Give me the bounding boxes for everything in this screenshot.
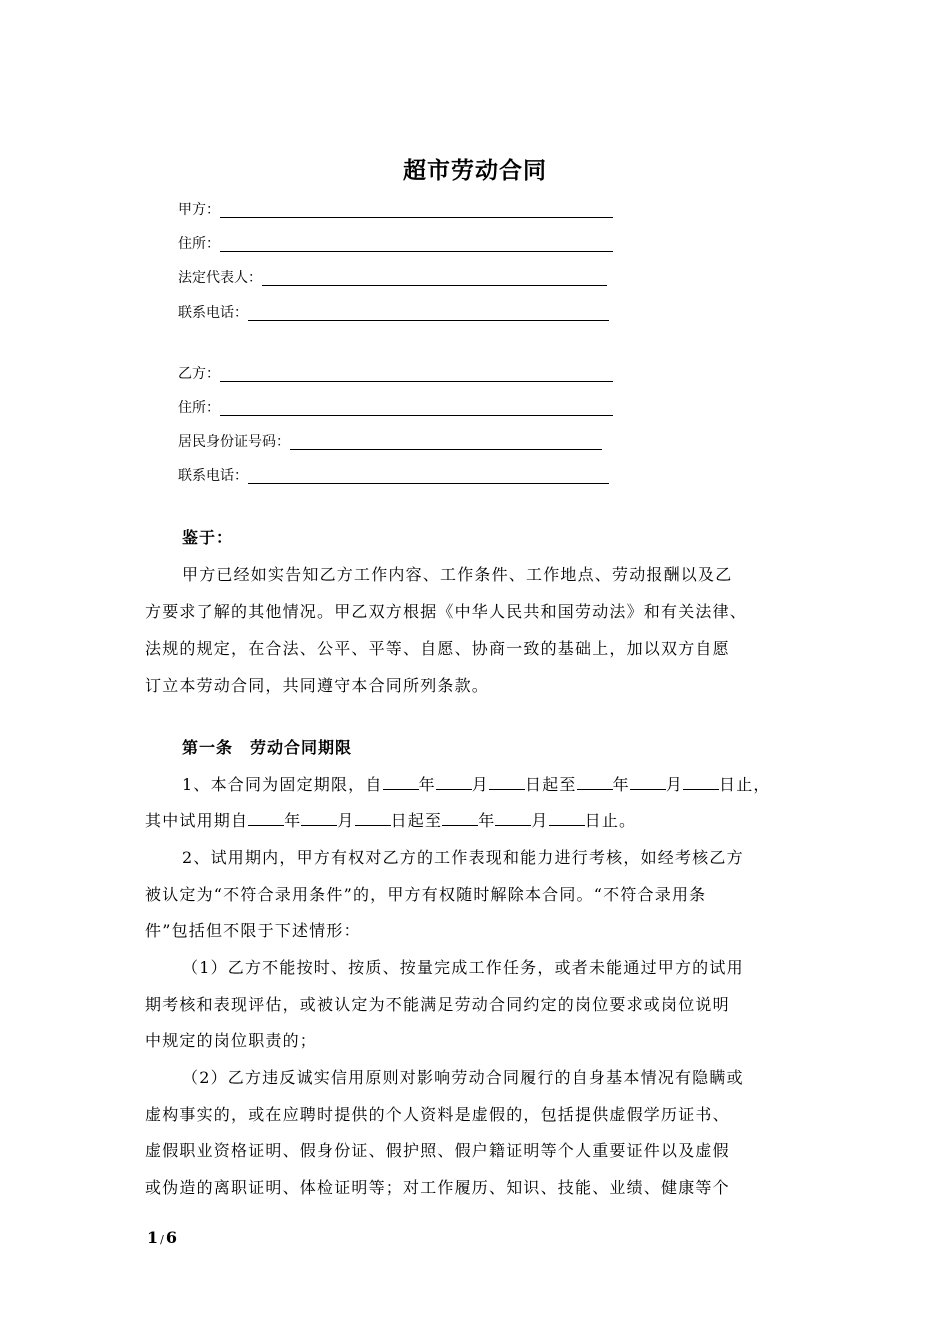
date-blank[interactable] bbox=[436, 775, 472, 790]
term-text: 日止。 bbox=[584, 811, 637, 830]
whereas-line: 订立本劳动合同，共同遵守本合同所列条款。 bbox=[145, 676, 490, 695]
party-b-address-label: 住所： bbox=[178, 400, 220, 416]
page-separator: / bbox=[160, 1233, 164, 1246]
party-b-name-blank[interactable] bbox=[220, 367, 613, 382]
term-text: 年 bbox=[478, 811, 496, 830]
party-a-name-blank[interactable] bbox=[220, 203, 613, 218]
date-blank[interactable] bbox=[383, 775, 419, 790]
date-blank[interactable] bbox=[301, 811, 337, 826]
party-b-phone-blank[interactable] bbox=[248, 469, 609, 484]
party-b-phone-field bbox=[178, 466, 609, 486]
term-text: 其中试用期自 bbox=[145, 811, 249, 830]
party-a-legal-rep-field bbox=[178, 268, 607, 288]
party-a-phone-blank[interactable] bbox=[248, 306, 609, 321]
party-a-address-label: 住所： bbox=[178, 236, 220, 252]
term-line-2 bbox=[145, 808, 636, 831]
party-b-id-label: 居民身份证号码： bbox=[178, 434, 290, 450]
party-a-legal-rep-blank[interactable] bbox=[262, 271, 607, 286]
party-a-phone-label: 联系电话： bbox=[178, 305, 248, 321]
whereas-line: 方要求了解的其他情况。甲乙双方根据《中华人民共和国劳动法》和有关法律、 bbox=[145, 602, 748, 621]
term-text: 月 bbox=[337, 811, 355, 830]
party-a-legal-rep-label: 法定代表人： bbox=[178, 270, 262, 286]
term-text: 日起至 bbox=[525, 775, 577, 794]
page-current: 1 bbox=[147, 1228, 159, 1247]
party-a-address-field bbox=[178, 234, 613, 254]
party-a-address-blank[interactable] bbox=[220, 237, 613, 252]
party-a-phone-field bbox=[178, 303, 609, 323]
date-blank[interactable] bbox=[355, 811, 391, 826]
paragraph-line: 件”包括但不限于下述情形： bbox=[145, 921, 361, 940]
term-text: 年 bbox=[418, 775, 436, 794]
term-text: 月 bbox=[531, 811, 549, 830]
whereas-heading: 鉴于： bbox=[182, 528, 234, 547]
party-a-name-field bbox=[178, 200, 613, 220]
paragraph-line: 中规定的岗位职责的； bbox=[145, 1031, 318, 1050]
date-blank[interactable] bbox=[248, 811, 284, 826]
date-blank[interactable] bbox=[577, 775, 613, 790]
paragraph-line: 期考核和表现评估，或被认定为不能满足劳动合同约定的岗位要求或岗位说明 bbox=[145, 995, 730, 1014]
paragraph-line: （2）乙方违反诚实信用原则对影响劳动合同履行的自身基本情况有隐瞒或 bbox=[182, 1068, 744, 1087]
page-total: 6 bbox=[165, 1228, 177, 1247]
date-blank[interactable] bbox=[442, 811, 478, 826]
page-number bbox=[147, 1228, 177, 1247]
party-a-name-label: 甲方： bbox=[178, 202, 220, 218]
paragraph-line: 虚构事实的，或在应聘时提供的个人资料是虚假的，包括提供虚假学历证书、 bbox=[145, 1105, 730, 1124]
date-blank[interactable] bbox=[495, 811, 531, 826]
term-text: 日起至 bbox=[390, 811, 443, 830]
document-title: 超市劳动合同 bbox=[403, 158, 547, 184]
party-b-name-field bbox=[178, 364, 613, 384]
date-blank[interactable] bbox=[683, 775, 719, 790]
party-b-id-field bbox=[178, 432, 602, 452]
paragraph-line: 虚假职业资格证明、假身份证、假护照、假户籍证明等个人重要证件以及虚假 bbox=[145, 1141, 730, 1160]
date-blank[interactable] bbox=[630, 775, 666, 790]
paragraph-line: 或伪造的离职证明、体检证明等；对工作履历、知识、技能、业绩、健康等个 bbox=[145, 1178, 730, 1197]
paragraph-line: （1）乙方不能按时、按质、按量完成工作任务，或者未能通过甲方的试用 bbox=[182, 958, 744, 977]
party-b-name-label: 乙方： bbox=[178, 366, 220, 382]
term-text: 1、本合同为固定期限，自 bbox=[182, 775, 383, 794]
article-1-heading: 第一条 劳动合同期限 bbox=[182, 738, 353, 757]
term-text: 月 bbox=[665, 775, 684, 794]
party-b-address-blank[interactable] bbox=[220, 401, 613, 416]
date-blank[interactable] bbox=[489, 775, 525, 790]
party-b-id-blank[interactable] bbox=[290, 435, 602, 450]
date-blank[interactable] bbox=[549, 811, 585, 826]
whereas-line: 甲方已经如实告知乙方工作内容、工作条件、工作地点、劳动报酬以及乙 bbox=[182, 565, 733, 584]
paragraph-line: 2、试用期内，甲方有权对乙方的工作表现和能力进行考核，如经考核乙方 bbox=[182, 848, 744, 867]
party-b-phone-label: 联系电话： bbox=[178, 468, 248, 484]
term-text: 年 bbox=[284, 811, 302, 830]
term-text: 年 bbox=[612, 775, 630, 794]
term-text: 日止， bbox=[719, 775, 771, 794]
whereas-line: 法规的规定，在合法、公平、平等、自愿、协商一致的基础上，加以双方自愿 bbox=[145, 639, 730, 658]
term-text: 月 bbox=[471, 775, 489, 794]
paragraph-line: 被认定为“不符合录用条件”的，甲方有权随时解除本合同。“不符合录用条 bbox=[145, 885, 707, 904]
party-b-address-field bbox=[178, 398, 613, 418]
term-line-1 bbox=[182, 772, 771, 795]
